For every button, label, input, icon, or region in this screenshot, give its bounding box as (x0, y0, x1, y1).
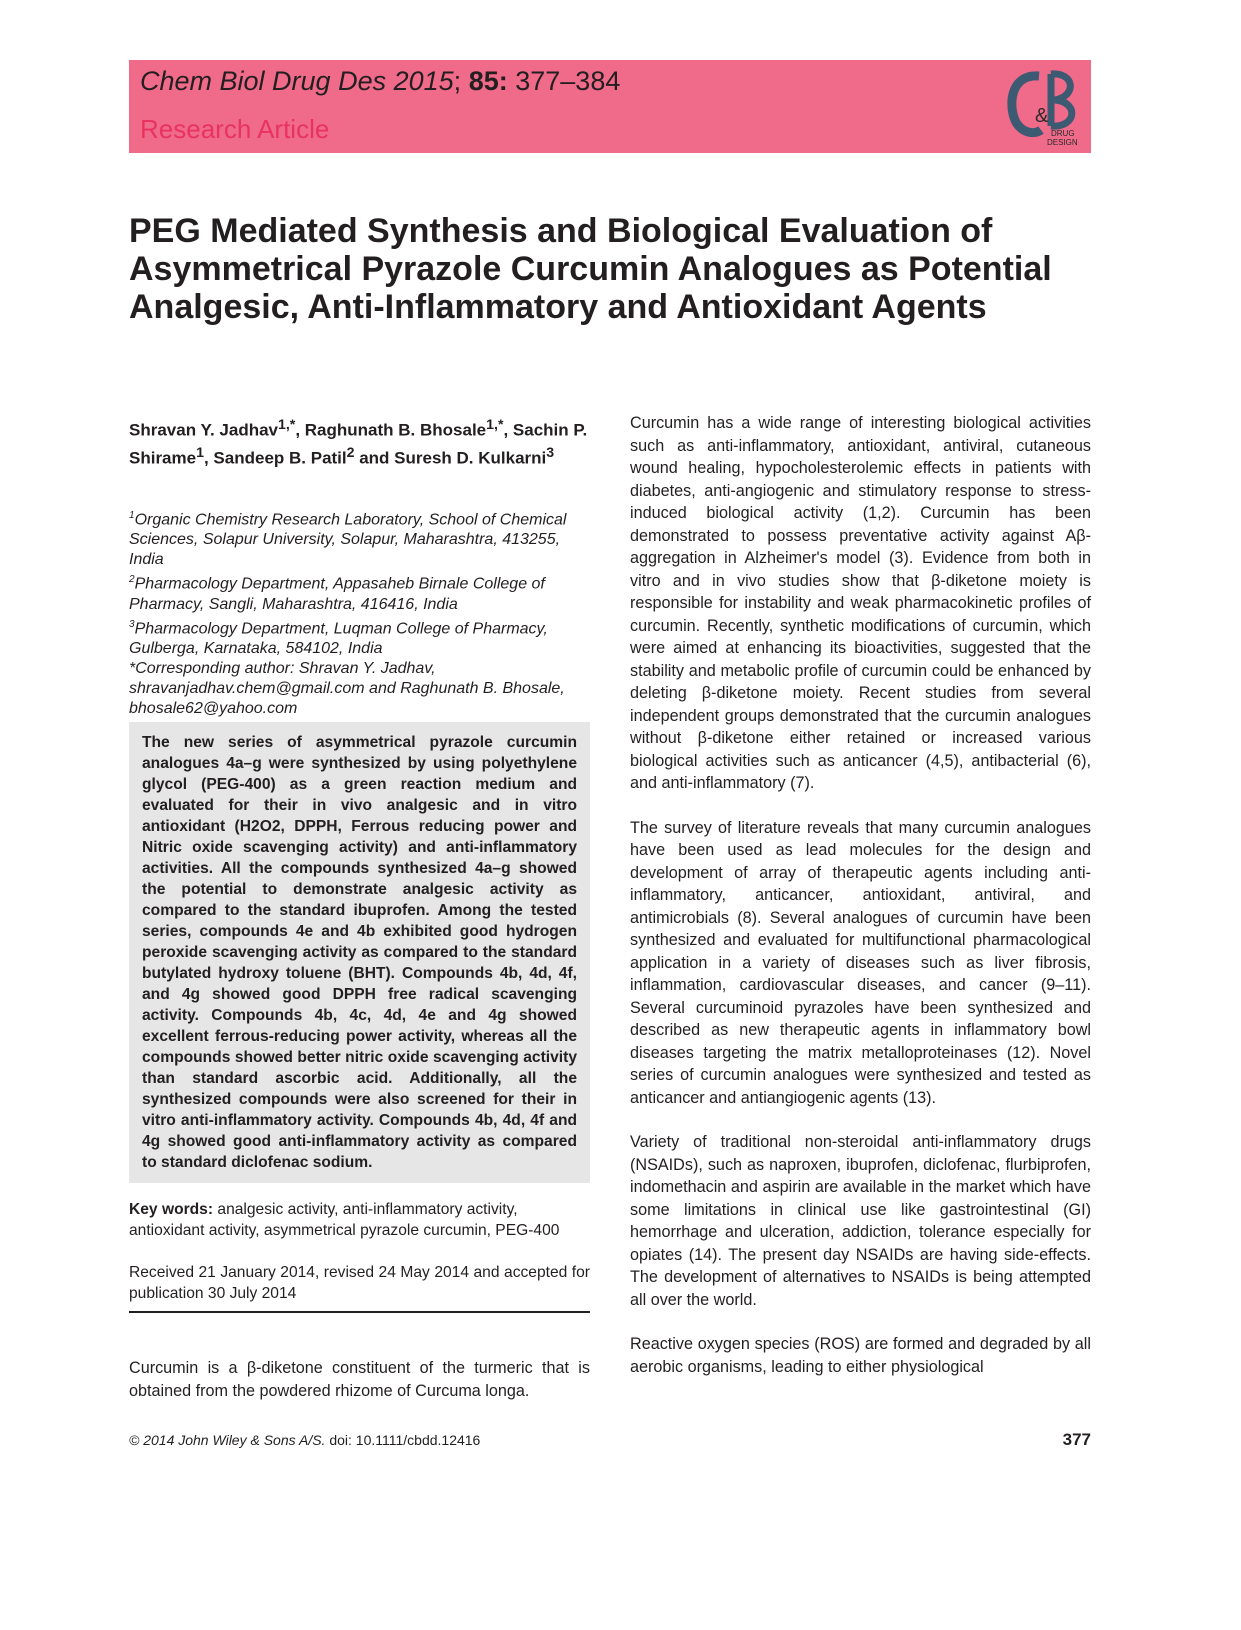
keywords-text: analgesic activity, anti-inflammatory activity, antioxidant activity, asymmetrical pyrazole curcumin, PEG-400 (129, 1201, 560, 1239)
paper-title: PEG Mediated Synthesis and Biological Evaluation of Asymmetrical Pyrazole Curcumin Analogues as Potential Analgesic, Anti-Inflammatory and Antioxidant Agents (129, 212, 1052, 326)
separator: ; (453, 66, 462, 96)
journal-name: Chem Biol Drug Des 2015 (140, 66, 454, 96)
affiliation: $^1$Organic Chemistry Research Laboratory, School of Chemical Sciences, Solapur University, Solapur, Maharashtra, 413255, India (129, 510, 567, 569)
svg-text:DRUG: DRUG (1051, 129, 1075, 138)
author-name: Sachin P. Shirame (129, 420, 588, 468)
copyright: © 2014 John Wiley & Sons A/S. (129, 1432, 326, 1448)
abstract: The new series of asymmetrical pyrazole curcumin analogues 4a–g were synthesized by using polyethylene glycol (PEG-400) as a green reaction medium and evaluated for their in vivo analgesic and in vitro antioxidant (H2O2, DPPH, Ferrous reducing power and Nitric oxide scavenging activity) and anti-inflammatory activities. All the compounds synthesized 4a–g showed the potential to demonstrate analgesic activity as compared to the standard ibuprofen. Among the tested series, compounds 4e and 4b exhibited good hydrogen peroxide scavenging activity as compared to the standard butylated hydroxy toluene (BHT). Compounds 4b, 4d, 4f, and 4g showed good DPPH free radical scavenging activity. Compounds 4b, 4c, 4d, 4e and 4g showed excellent ferrous-reducing power activity, whereas all the compounds showed better nitric oxide scavenging activity than standard ascorbic acid. Additionally, all the synthesized compounds were also screened for their in vitro anti-inflammatory activity. Compounds 4b, 4d, 4f and 4g showed good anti-inflammatory activity as compared to standard diclofenac sodium. (129, 722, 590, 1183)
body-paragraph: Curcumin is a β-diketone constituent of the turmeric that is obtained from the powdered rhizome of Curcuma longa. (129, 1359, 590, 1400)
journal-citation (140, 66, 620, 97)
body-paragraph: The survey of literature reveals that many curcumin analogues have been used as lead molecules for the design and development of array of therapeutic agents including anti-inflammatory, anticancer, antioxidant, antiviral, and antimicrobials (8). Several analogues of curcumin have been synthesized and evaluated for multifunctional pharmacological application in a variety of diseases such as liver fibrosis, inflammation, cardiovascular diseases, and cancer (9–11). Several curcuminoid pyrazoles have been synthesized and described as new therapeutic agents in inflammatory bowl diseases targeting the matrix metalloproteinases (12). Novel series of curcumin analogues were synthesized and tested as anticancer and antiangiogenic agents (13). (630, 818, 1091, 1107)
volume: 85: (468, 66, 508, 96)
article-type: Research Article (140, 114, 330, 144)
page-number: 377 (1062, 1430, 1091, 1449)
keywords (129, 1199, 590, 1241)
body-paragraph: Reactive oxygen species (ROS) are formed and degraded by all aerobic organisms, leading to either physiological (630, 1335, 1091, 1376)
svg-text:&: & (1035, 105, 1049, 127)
author-affiliation-mark: 3 (546, 444, 555, 461)
pages: 377–384 (515, 66, 621, 96)
affiliations (129, 506, 599, 719)
journal-logo-icon (1005, 66, 1083, 148)
received-dates: Received 21 January 2014, revised 24 May 2014 and accepted for publication 30 July 2014 (129, 1264, 590, 1302)
author-name: Raghunath B. Bhosale (304, 420, 487, 440)
affiliation: $^2$Pharmacology Department, Appasaheb Birnale College of Pharmacy, Sangli, Maharashtra, 416416, India (129, 574, 545, 613)
author-affiliation-mark: 1,* (278, 417, 296, 433)
author-name: Shravan Y. Jadhav (129, 420, 278, 440)
body-left-column (129, 1357, 590, 1402)
body-right-column (630, 412, 1091, 1400)
author-affiliation-mark: 1 (196, 444, 204, 461)
affiliation: $^3$Pharmacology Department, Luqman College of Pharmacy, Gulberga, Karnataka, 584102, India (129, 618, 548, 657)
author-affiliation-mark: 1,* (486, 417, 504, 433)
divider (129, 1311, 590, 1313)
journal-banner (129, 60, 1091, 153)
affiliation: *Corresponding author: Shravan Y. Jadhav, shravanjadhav.chem@gmail.com and Raghunath B. Bhosale, bhosale62@yahoo.com (129, 659, 565, 717)
body-paragraph: Curcumin has a wide range of interesting biological activities such as anti-inflammatory, antioxidant, antiviral, cutaneous wound healing, hypocholesterolemic effects in patients with diabetes, anti-angiogenic and stimulatory response to stress-induced biological activity (1,2). Curcumin has been demonstrated to possess preventative activity against Aβ-aggregation in Alzheimer's model (3). Evidence from both in vitro and in vivo studies show that β-diketone moiety is responsible for instability and weak pharmacokinetic profiles of curcumin. Recently, synthetic modifications of curcumin, which were aimed at enhancing its bioactivities, suggested that the stability and metabolic profile of curcumin could be enhanced by deleting β-diketone moiety. Recent studies from several independent groups demonstrated that the curcumin analogues without β-diketone either retained or increased various biological activities such as anticancer (4,5), antibacterial (6), and anti-inflammatory (7). (630, 414, 1091, 792)
keywords-label: Key words: (129, 1201, 214, 1218)
svg-text:DESIGN: DESIGN (1047, 138, 1078, 147)
author-name: Suresh D. Kulkarni (394, 448, 547, 468)
body-paragraph: Variety of traditional non-steroidal anti-inflammatory drugs (NSAIDs), such as naproxen, ibuprofen, diclofenac, flurbiprofen, indomethacin and aspirin are available in the market which have some limitations in clinical use like gastrointestinal (GI) hemorrhage and ulceration, addiction, tolerance especially for opiates (14). The present day NSAIDs are having side-effects. The development of alternatives to NSAIDs is being attempted all over the world. (630, 1133, 1091, 1309)
author-list: Shravan Y. Jadhav$^{1,*}$, Raghunath B. Bhosale$^{1,*}$, Sachin P. Shirame$^1$, Sandeep B. Patil$^2$ and Suresh D. Kulkarni$^3$ (129, 417, 588, 468)
author-affiliation-mark: 2 (346, 444, 355, 461)
doi: doi: 10.1111/cbdd.12416 (329, 1432, 481, 1448)
author-name: Sandeep B. Patil (213, 448, 347, 468)
page-footer (129, 1432, 1091, 1448)
